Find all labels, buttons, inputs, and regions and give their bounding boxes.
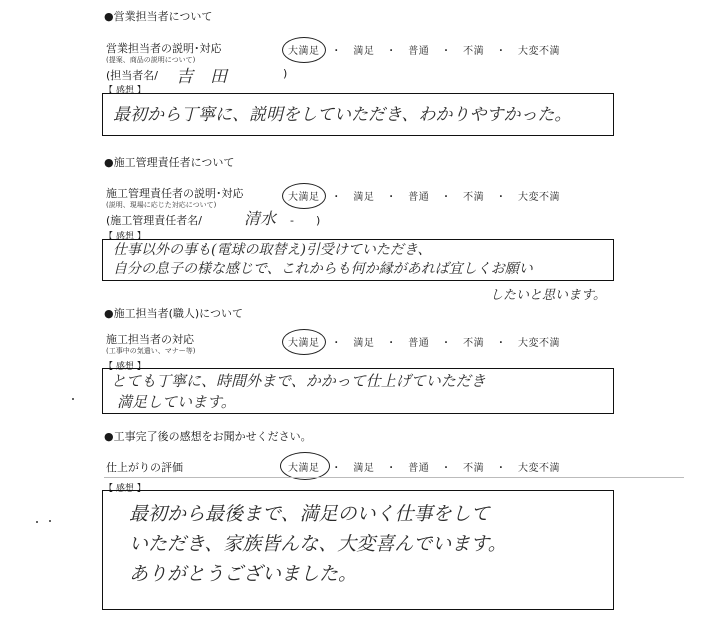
question-completion: 仕上がりの評価 xyxy=(106,461,183,474)
rating-option-taihen-fuman[interactable]: 大変不満 xyxy=(518,463,560,474)
comment-box-construction-manager xyxy=(102,239,614,281)
kanso-label: 【 感想 】 xyxy=(104,484,146,494)
comment-box-completion xyxy=(102,490,614,610)
scan-mark xyxy=(36,521,38,523)
person-name-sales: 吉 田 xyxy=(176,67,227,87)
rating-option-fuman[interactable]: 不満 xyxy=(463,192,485,203)
question-sales: 営業担当者の説明･対応 xyxy=(106,42,222,55)
selected-rating-circle xyxy=(282,37,326,63)
comment-line: いただき、家族皆んな、大変喜んでいます。 xyxy=(129,533,507,555)
rating-option-dai-manzoku[interactable]: 大満足 xyxy=(288,338,320,349)
rating-option-manzoku[interactable]: 満足 xyxy=(353,338,375,349)
question-construction-manager: 施工管理責任者の説明･対応 xyxy=(106,187,244,200)
rating-option-futsuu[interactable]: 普通 xyxy=(408,338,430,349)
kanso-label: 【 感想 】 xyxy=(104,362,146,372)
kanso-label: 【 感想 】 xyxy=(104,86,146,96)
rating-option-fuman[interactable]: 不満 xyxy=(463,338,485,349)
comment-line: 最初から最後まで、満足のいく仕事をして xyxy=(129,503,490,525)
comment-line: 満足しています。 xyxy=(117,393,236,411)
rating-option-taihen-fuman[interactable]: 大変不満 xyxy=(518,46,560,57)
rating-option-dai-manzoku[interactable]: 大満足 xyxy=(288,463,320,474)
rating-option-taihen-fuman[interactable]: 大変不満 xyxy=(518,338,560,349)
rating-option-manzoku[interactable]: 満足 xyxy=(353,463,375,474)
rating-option-fuman[interactable]: 不満 xyxy=(463,46,485,57)
selected-rating-circle xyxy=(282,183,326,209)
person-close-construction-manager: - ) xyxy=(290,214,321,227)
rating-option-futsuu[interactable]: 普通 xyxy=(408,192,430,203)
comment-line-overflow: したいと思います。 xyxy=(490,288,606,303)
rating-row-completion[interactable]: 大満足 ・ 満足 ・ 普通 ・ 不満 ・ 大変不満 xyxy=(288,463,560,474)
comment-line: 最初から丁寧に、説明をしていただき、わかりやすかった。 xyxy=(113,105,572,125)
rating-option-fuman[interactable]: 不満 xyxy=(463,463,485,474)
comment-line: 自分の息子の様な感じで、これからも何か縁があれば宜しくお願い xyxy=(113,261,533,277)
rating-option-taihen-fuman[interactable]: 大変不満 xyxy=(518,192,560,203)
section-title-sales: ●営業担当者について xyxy=(104,10,213,23)
kanso-label: 【 感想 】 xyxy=(104,232,146,242)
person-close-sales: ) xyxy=(283,67,288,80)
section-title-construction-manager: ●施工管理責任者について xyxy=(104,156,235,169)
rating-option-futsuu[interactable]: 普通 xyxy=(408,46,430,57)
question-sub-construction-manager: (説明、現場に応じた対応について) xyxy=(106,201,217,209)
rating-row-sales[interactable]: 大満足 ・ 満足 ・ 普通 ・ 不満 ・ 大変不満 xyxy=(288,46,560,57)
comment-box-sales xyxy=(102,93,614,136)
question-sub-craftsman: (工事中の気遣い、マナー等) xyxy=(106,347,196,355)
comment-line: ありがとうございました。 xyxy=(129,563,358,585)
person-name-construction-manager: 清水 xyxy=(244,209,277,228)
rating-row-construction-manager[interactable]: 大満足 ・ 満足 ・ 普通 ・ 不満 ・ 大変不満 xyxy=(288,192,560,203)
selected-rating-circle xyxy=(280,452,330,480)
comment-box-craftsman xyxy=(102,368,614,414)
rating-option-futsuu[interactable]: 普通 xyxy=(408,463,430,474)
section-title-craftsman: ●施工担当者(職人)について xyxy=(104,307,243,320)
selected-rating-circle xyxy=(282,329,326,355)
section-title-completion: ●工事完了後の感想をお聞かせください。 xyxy=(104,430,312,443)
rating-row-craftsman[interactable]: 大満足 ・ 満足 ・ 普通 ・ 不満 ・ 大変不満 xyxy=(288,338,560,349)
rating-option-dai-manzoku[interactable]: 大満足 xyxy=(288,46,320,57)
comment-line: とても丁寧に、時間外まで、かかって仕上げていただき xyxy=(111,372,486,390)
rating-option-manzoku[interactable]: 満足 xyxy=(353,46,375,57)
scan-mark xyxy=(72,398,74,400)
question-craftsman: 施工担当者の対応 xyxy=(106,333,194,346)
scan-mark xyxy=(49,520,51,522)
rating-underline xyxy=(104,477,684,478)
question-sub-sales: (提案、商品の説明について) xyxy=(106,56,196,64)
person-label-sales: (担当者名/ xyxy=(106,69,158,82)
rating-option-manzoku[interactable]: 満足 xyxy=(353,192,375,203)
rating-option-dai-manzoku[interactable]: 大満足 xyxy=(288,192,320,203)
comment-line: 仕事以外の事も(電球の取替え)引受けていただき、 xyxy=(113,242,432,258)
person-label-construction-manager: (施工管理責任者名/ xyxy=(106,214,202,227)
